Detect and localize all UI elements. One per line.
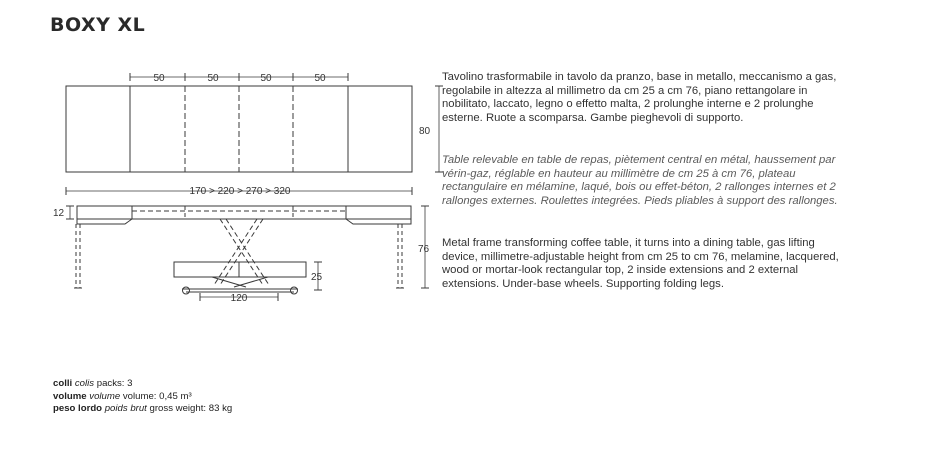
dim-height-max: 76 xyxy=(418,244,430,255)
dim-top-thickness: 12 xyxy=(53,208,65,219)
dim-height-min: 25 xyxy=(311,272,323,283)
dim-extension-1: 50 xyxy=(153,73,165,84)
spec-weight-label-it: peso lordo xyxy=(53,403,103,414)
spec-packs-label-en: packs: xyxy=(96,378,125,389)
spec-weight-label-fr: poids brut xyxy=(104,403,147,414)
spec-weight-label-en: gross weight: xyxy=(149,403,207,414)
spec-packs xyxy=(53,378,232,391)
dim-height-top: 80 xyxy=(419,126,431,137)
spec-volume xyxy=(53,391,232,404)
dim-base-width: 120 xyxy=(230,293,248,304)
description-english: Metal frame transforming coffee table, it turns into a dining table, gas lifting device, millimetre-adjustable height from cm 25 to cm 76, melamine, lacquered, wood or mortar-look rectangular top, 2 inside extensions and 2 external extensions. Under-base wheels. Supporting folding legs. xyxy=(442,237,839,290)
spec-packs-label-it: colli xyxy=(53,378,73,389)
description-french: Table relevable en table de repas, piètement central en métal, haussement par vérin-gaz, réglable en hauteur au millimètre de cm 25 à cm 76, plateau rectangulaire en mélamine, laqué, bois ou effet-béton, 2 rallonges internes et 2 rallonges externes. Roulettes integrées. Pieds pliables à support des rallonges. xyxy=(442,154,838,207)
dim-length-steps: 170 > 220 > 270 > 320 xyxy=(189,186,291,197)
spec-volume-value: 0,45 m³ xyxy=(159,390,192,402)
spec-weight-value: 83 kg xyxy=(208,403,233,414)
description-italian: Tavolino trasformabile in tavolo da pranzo, base in metallo, meccanismo a gas, regolabile in altezza al millimetro da cm 25 a cm 76, piano rettangolare in nobilitato, laccato, legno o effetto malta, 2 prolunghe interne e 2 prolunghe esterne. Ruote a scomparsa. Gambe pieghevoli di supporto. xyxy=(442,71,837,124)
spec-weight xyxy=(53,403,232,416)
product-title: BOXY XL xyxy=(50,14,146,36)
spec-packs-value: 3 xyxy=(127,378,133,389)
top-view-drawing xyxy=(66,73,443,195)
spec-volume-label-fr: volume xyxy=(89,390,121,402)
dim-extension-3: 50 xyxy=(260,73,272,84)
dim-extension-4: 50 xyxy=(314,73,326,84)
shipping-specs xyxy=(53,378,232,416)
spec-volume-label-it: volume xyxy=(53,390,87,402)
spec-volume-label-en: volume: xyxy=(122,390,157,402)
dim-extension-2: 50 xyxy=(207,73,219,84)
side-view-drawing xyxy=(66,206,429,301)
spec-packs-label-fr: colis xyxy=(74,378,95,389)
